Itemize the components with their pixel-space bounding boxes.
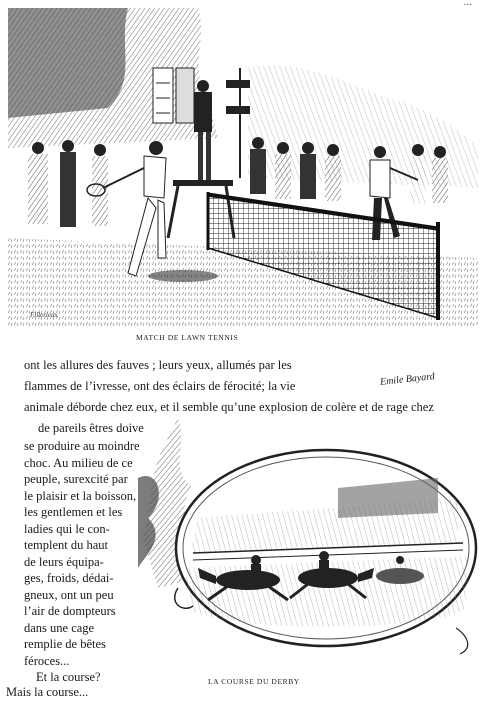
text-line: animale déborde chez eux, et il semble qu’une explosion de colère et de rage chez: [24, 400, 434, 414]
column-text-line: dans une cage: [24, 620, 95, 635]
column-text-line: ladies qui le con-: [24, 521, 110, 536]
column-text-line: peuple, surexcité par: [24, 472, 128, 486]
column-text-line: se produire au moindre: [24, 439, 140, 453]
figure-caption-derby: LA COURSE DU DERBY: [208, 677, 300, 686]
text-line: Et la course?: [36, 670, 101, 684]
column-text-line: choc. Au milieu de ce: [24, 455, 133, 470]
column-text-line: féroces...: [24, 653, 70, 668]
text-line: Mais la course...: [6, 685, 89, 699]
column-text-line: templent du haut: [24, 538, 109, 552]
column-text-line: remplie de bêtes: [24, 637, 106, 651]
lawn-tennis-illustration: [8, 8, 478, 326]
column-text-line: gneux, ont un peu: [24, 587, 114, 602]
figure-caption-tennis: MATCH DE LAWN TENNIS: [136, 333, 239, 342]
header-corner-text: …: [463, 0, 472, 7]
derby-race-illustration: [138, 418, 478, 670]
column-text-line: le plaisir et la boisson,: [24, 488, 137, 503]
column-text-line: les gentlemen et les: [24, 505, 123, 519]
text-line: ont les allures des fauves ; leurs yeux, allumés par les: [24, 358, 292, 372]
artist-signature: Emile Bayard: [379, 371, 436, 388]
text-line: flammes de l’ivresse, ont des éclairs de férocité; la vie: [24, 379, 296, 393]
text-line: de pareils êtres doive: [38, 421, 144, 435]
column-text-line: ges, froids, dédai-: [24, 571, 114, 585]
engraver-signature: Fillerieux: [30, 311, 58, 319]
column-text-line: l’air de dompteurs: [24, 604, 116, 618]
column-text-line: de leurs équipa-: [24, 554, 104, 569]
